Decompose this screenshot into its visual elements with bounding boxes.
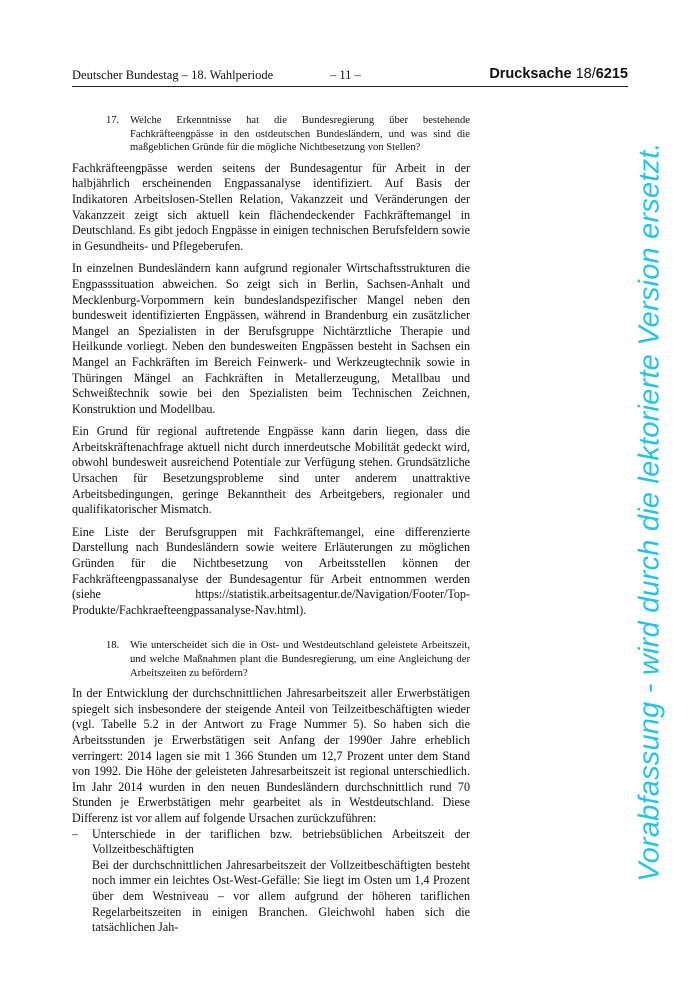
drucksache-number: 6215 (595, 66, 628, 82)
header-left: Deutscher Bundestag – 18. Wahlperiode (72, 68, 274, 82)
list-dash: – (72, 826, 79, 841)
header-rule (72, 86, 628, 87)
watermark-text: Vorabfassung - wird durch die lektorierte Version ersetzt. (633, 142, 666, 882)
drucksache-label: Drucksache (489, 66, 572, 82)
main-content (72, 114, 470, 936)
question-number: 17. (106, 115, 120, 126)
answer-paragraph: Fachkräfteengpässe werden seitens der Bundesagentur für Arbeit in der halbjährlich erscheinenden Engpassanalyse identifiziert. Auf Basis der Indikatoren Arbeitslosen-Stellen Relation, Vakanzzeit und Veränderungen der Vakanzzeit zeigt sich aktuell kein flächendeckender Fachkräftemangel in Deutschland. Es gibt jedoch Engpässe in einigen technischen Berufsfeldern sowie in Gesundheits- und Pflegeberufen. (72, 160, 470, 253)
watermark-sidebar (628, 112, 672, 912)
question-text: Welche Erkenntnisse hat die Bundesregierung über bestehende Fachkräfteengpässe in den ostdeutschen Bundesländern, und was sind die maßgeblichen Gründe für die mögliche Nichtbesetzung von Stellen? (130, 115, 470, 154)
answer-paragraph: In der Entwicklung der durchschnittlichen Jahresarbeitszeit aller Erwerbstätigen spiegelt sich insbesondere der steigende Anteil von Teilzeitbeschäftigten wieder (vgl. Tabelle 5.2 in der Antwort zu Frage Nummer 5). So haben sich die Arbeitsstunden je Erwerbstätigen seit Anfang der 1990er Jahre erheblich verringert: 2014 lagen sie mit 1 366 Stunden um 12,7 Prozent unter dem Stand von 1992. Die Höhe der geleisteten Jahresarbeitszeit ist regional unterschiedlich. Im Jahr 2014 wurden in den neuen Bundesländern durchschnittlich rund 70 Stunden je Erwerbstätigen mehr gearbeitet als in Westdeutschland. Diese Differenz ist vor allem auf folgende Ursachen zurückzuführen: (72, 686, 470, 825)
question-17 (72, 114, 470, 155)
list-item (72, 827, 470, 936)
answer-paragraph: In einzelnen Bundesländern kann aufgrund regionaler Wirtschaftsstrukturen die Engpasssituation abweichen. So zeigt sich in Berlin, Sachsen-Anhalt und Mecklenburg-Vorpommern kein bundeslandspezifischer Mangel neben den bundesweit identifizierten Engpässen, während in Brandenburg ein zusätzlicher Mangel an Spezialisten in der Berufsgruppe Nichtärztliche Therapie und Heilkunde vorliegt. Neben den bundesweiten Engpässen besteht in Sachsen ein Mangel an Fachkräften im Bereich Feinwerk- und Werkzeugtechnik sowie in Thüringen Mängel an Fachkräften in Metallerzeugung, Metallbau und Schweißtechnik sowie bei den Spezialisten beim Technischen Zeichnen, Konstruktion und Modellbau. (72, 261, 470, 416)
question-number: 18. (106, 640, 120, 652)
answer-paragraph: Ein Grund für regional auftretende Engpässe kann darin liegen, dass die Arbeitskräftenachfrage aktuell nicht durch innerdeutsche Mobilität gedeckt wird, obwohl bundesweit ausreichend Potentiale zur Verfügung stehen. Grundsätzliche Ursachen für Besetzungsprobleme sind unter anderem unattraktive Arbeitsbedingungen, geringe Bekanntheit des Arbeitgebers, regionaler und qualifikatorischer Mismatch. (72, 424, 470, 517)
list-item-text: Bei der durchschnittlichen Jahresarbeitszeit der Vollzeitbeschäftigten besteht noch immer ein leichtes Ost-West-Gefälle: Sie liegt im Osten um 1,4 Prozent über dem Westniveau – vor allem aufgrund der höheren tariflichen Regelarbeitszeiten in einigen Branchen. Gleichwohl haben sich die tatsächlichen Jah- (92, 857, 470, 935)
drucksache-prefix: 18/ (575, 66, 596, 82)
drucksache-reference (489, 66, 628, 82)
list-item-title: Unterschiede in der tariflichen bzw. betriebsüblichen Arbeitszeit der Vollzeitbeschäftigten (92, 826, 470, 857)
question-text: Wie unterscheidet sich die in Ost- und Westdeutschland geleistete Arbeitszeit, und welche Maßnahmen plant die Bundesregierung, um eine Angleichung der Arbeitszeiten zu befördern? (130, 640, 470, 679)
answer-paragraph: Eine Liste der Berufsgruppen mit Fachkräftemangel, eine differenzierte Darstellung nach Bundesländern sowie weitere Erläuterungen zu möglichen Gründen für die Nichtbesetzung von Arbeitsstellen können der Fachkräfteengpassanalyse der Bundesagentur für Arbeit entnommen werden (siehe https://statistik.arbeitsagentur.de/Navigation/Footer/Top-Produkte/Fachkraefteengpassanalyse-Nav.html). (72, 524, 470, 617)
page-number: – 11 – (330, 68, 361, 82)
page-header (72, 68, 628, 86)
question-18 (72, 639, 470, 680)
